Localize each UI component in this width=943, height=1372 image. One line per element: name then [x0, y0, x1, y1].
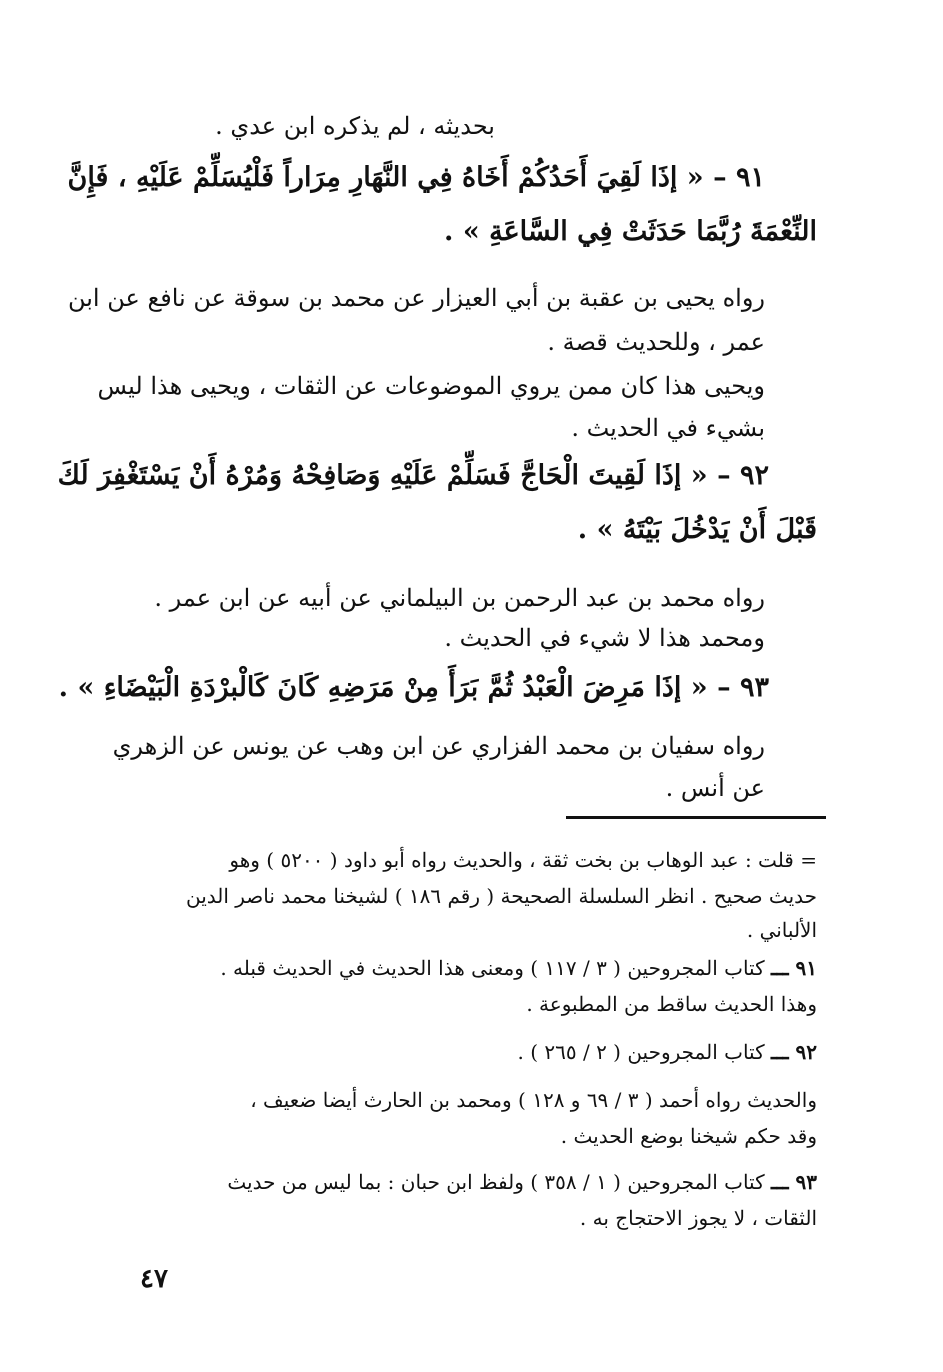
- footnote-92-line-2: والحديث رواه أحمد ( ٣ / ٦٩ و ١٢٨ ) ومحمد بن الحارث أيضا ضعيف ،: [250, 1088, 817, 1112]
- commentary-92-line-2: ومحمد هذا لا شيء في الحديث .: [444, 624, 765, 652]
- commentary-91-line-2: عمر ، وللحديث قصة .: [547, 328, 765, 356]
- hadith-91-line-2: النِّعْمَةَ رُبَّمَا حَدَثَتْ فِي السَّاعَةِ » .: [444, 216, 817, 247]
- footnote-91-line-1: [220, 956, 817, 980]
- footnote-92-line-1: [518, 1040, 818, 1064]
- intro-line: بحديثه ، لم يذكره ابن عدي .: [215, 112, 495, 140]
- footnote-93-line-1: [227, 1170, 817, 1194]
- footnote-91-number: ٩١ ـــ: [770, 956, 817, 980]
- commentary-93-line-1: رواه سفيان بن محمد الفزاري عن ابن وهب عن يونس عن الزهري: [112, 732, 765, 760]
- footnote-92-text: كتاب المجروحين ( ٢ / ٢٦٥ ) .: [517, 1040, 765, 1064]
- footnote-91-text: كتاب المجروحين ( ٣ / ١١٧ ) ومعنى هذا الحديث في الحديث قبله .: [220, 956, 765, 980]
- hadith-92-line-2: قَبْلَ أَنْ يَدْخُلَ بَيْتَهُ » .: [577, 514, 817, 545]
- hadith-93-line-1: ٩٣ – « إذَا مَرِضَ الْعَبْدُ ثُمَّ بَرَأَ مِنْ مَرَضِهِ كَانَ كَالْبرْدَةِ الْبَيْضَاءِ » .: [58, 672, 769, 703]
- footnote-93-number: ٩٣ ـــ: [770, 1170, 817, 1194]
- footnote-separator: [566, 816, 826, 819]
- commentary-91-line-3: ويحيى هذا كان ممن يروي الموضوعات عن الثقات ، ويحيى هذا ليس: [97, 372, 765, 400]
- page-number: ٤٧: [140, 1264, 168, 1294]
- hadith-91-line-1: ٩١ – « إذَا لَقِيَ أَحَدُكُمْ أَخَاهُ فِي النَّهَارِ مِرَاراً فَلْيُسَلِّمْ عَلَيْهِ ، فَإِنَّ: [67, 162, 765, 193]
- hadith-92-line-1: ٩٢ – « إذَا لَقِيتَ الْحَاجَّ فَسَلِّمْ عَلَيْهِ وَصَافِحْهُ وَمُرْهُ أَنْ يَسْتَغْفِرَ لَكَ: [57, 460, 769, 491]
- footnote-continued-line-1: = قلت : عبد الوهاب بن بخت ثقة ، والحديث رواه أبو داود ( ٥٢٠٠ ) وهو: [229, 848, 817, 872]
- footnote-92-number: ٩٢ ـــ: [770, 1040, 817, 1064]
- commentary-91-line-4: بشيء في الحديث .: [571, 414, 765, 442]
- footnote-93-line-2: الثقات ، لا يجوز الاحتجاج به .: [579, 1206, 817, 1230]
- footnote-92-line-3: وقد حكم شيخنا بوضع الحديث .: [560, 1124, 817, 1148]
- commentary-93-line-2: عن أنس .: [665, 774, 765, 802]
- footnote-continued-line-3: الألباني .: [746, 918, 817, 942]
- commentary-92-line-1: رواه محمد بن عبد الرحمن بن البيلماني عن أبيه عن ابن عمر .: [154, 584, 765, 612]
- footnote-continued-line-2: حديث صحيح . انظر السلسلة الصحيحة ( رقم ١٨٦ ) لشيخنا محمد ناصر الدين: [185, 884, 817, 908]
- commentary-91-line-1: رواه يحيى بن عقبة بن أبي العيزار عن محمد بن سوقة عن نافع عن ابن: [67, 284, 765, 312]
- footnote-91-line-2: وهذا الحديث ساقط من المطبوعة .: [526, 992, 817, 1016]
- footnote-93-text: كتاب المجروحين ( ١ / ٣٥٨ ) ولفظ ابن حبان : بما ليس من حديث: [227, 1170, 765, 1194]
